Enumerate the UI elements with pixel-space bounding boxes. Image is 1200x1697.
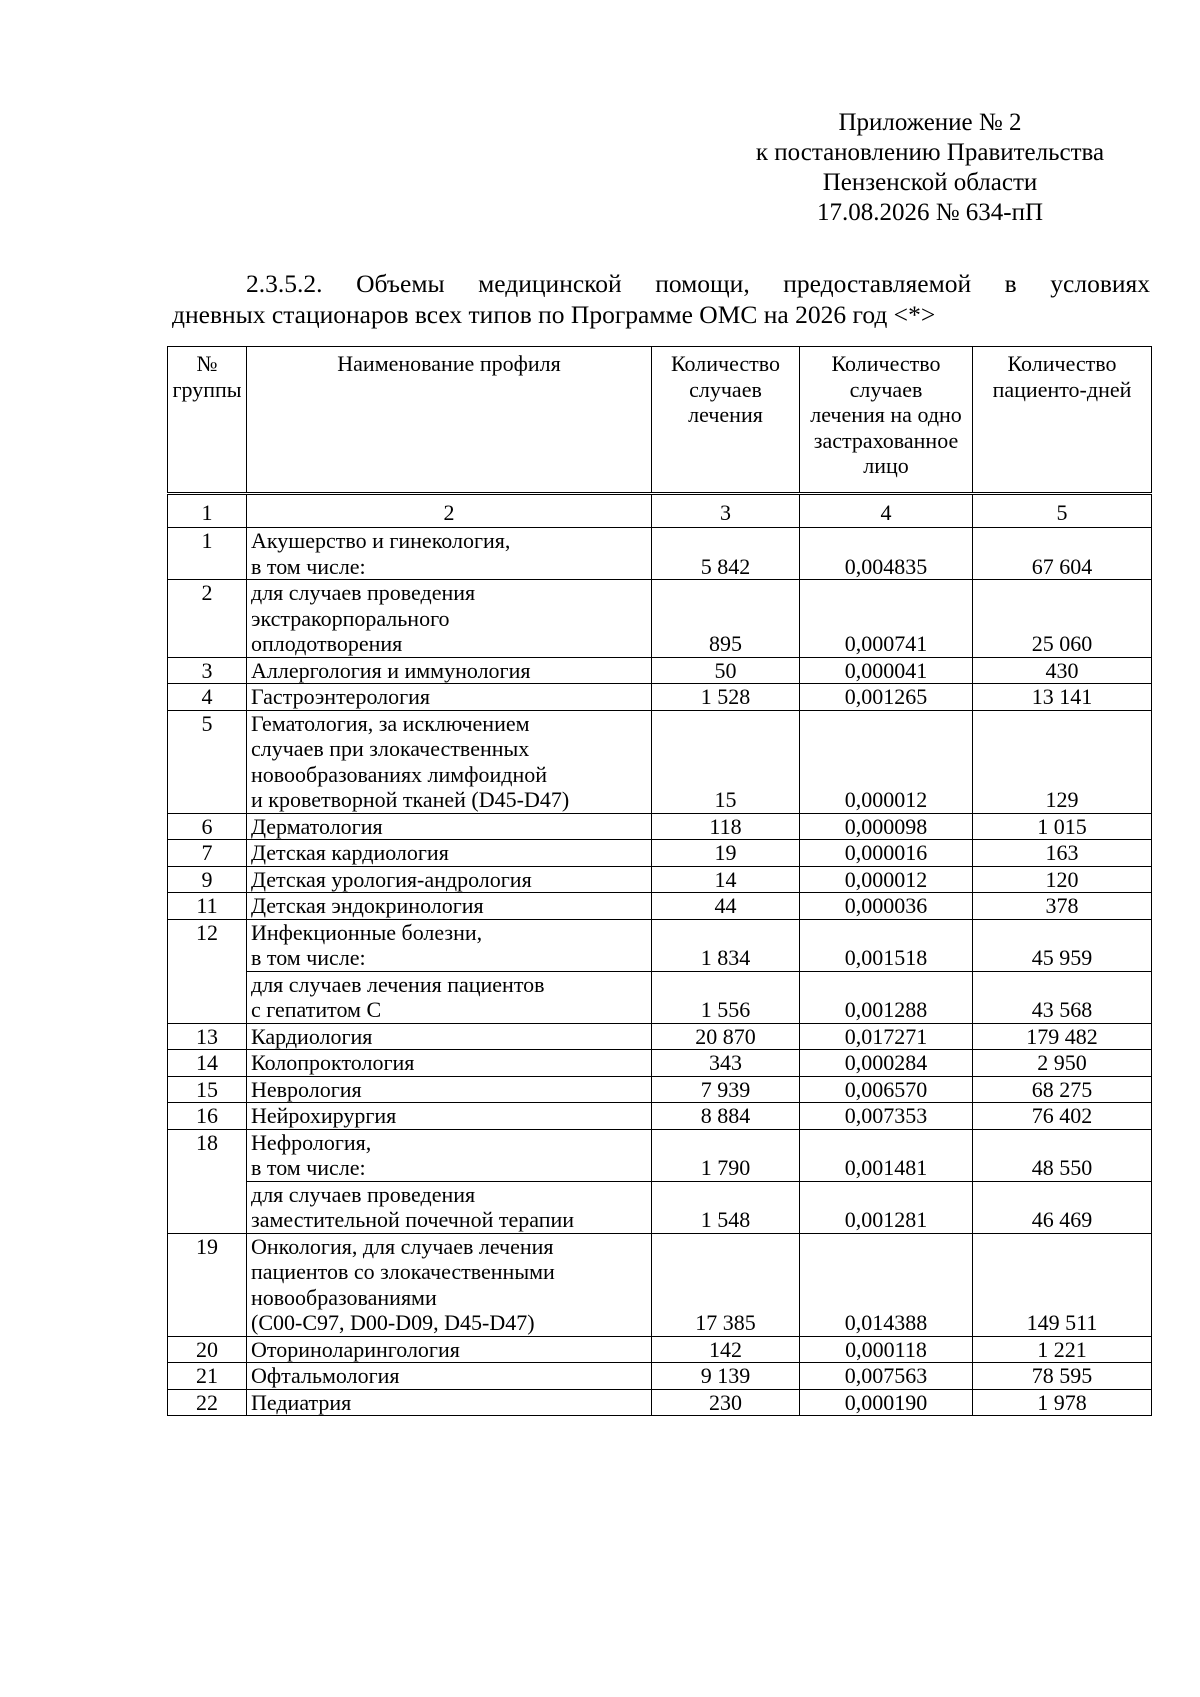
cases-cell: 1 548: [652, 1181, 800, 1233]
profile-name-line: Аллергология и иммунология: [251, 657, 531, 683]
group-number-cell: 6: [168, 813, 247, 840]
table-row: [168, 1129, 1152, 1181]
cases-per-insured-cell: 0,000012: [800, 710, 973, 813]
profile-name-line: пациентов со злокачественными: [251, 1259, 555, 1284]
group-number-cell: 2: [168, 580, 247, 658]
group-number-cell: 13: [168, 1023, 247, 1050]
patient-days-cell: 78 595: [973, 1363, 1152, 1390]
cases-per-insured-cell: 0,000098: [800, 813, 973, 840]
column-number: 3: [652, 494, 800, 528]
profile-name-line: Оториноларингология: [251, 1336, 460, 1362]
table-row: [168, 813, 1152, 840]
profile-name-cell: [247, 840, 652, 867]
header-cases: [652, 347, 800, 494]
header-line: случаев: [849, 376, 923, 402]
profile-name-line: Акушерство и гинекология,: [251, 528, 511, 553]
profile-name-line: для случаев проведения: [251, 1181, 476, 1207]
header-line: группы: [172, 376, 242, 402]
table-row: [168, 528, 1152, 580]
patient-days-cell: 1 015: [973, 813, 1152, 840]
cases-cell: 118: [652, 813, 800, 840]
profile-name-cell: [247, 1076, 652, 1103]
table-row: [168, 1389, 1152, 1416]
profile-name-line: новообразованиями: [251, 1284, 437, 1310]
header-line: лечения: [688, 402, 763, 427]
cases-cell: 5 842: [652, 528, 800, 580]
column-numbers-row: [168, 494, 1152, 528]
patient-days-cell: 163: [973, 840, 1152, 867]
profile-name-line: с гепатитом C: [251, 997, 382, 1022]
profile-name-cell: [247, 528, 652, 580]
profile-name-cell: [247, 1233, 652, 1336]
header-line: лечения на одно: [810, 402, 962, 427]
section-heading-line-2: дневных стационаров всех типов по Программе ОМС на 2026 год <*>: [172, 300, 936, 329]
cases-cell: 19: [652, 840, 800, 867]
table-row: [168, 840, 1152, 867]
profile-name-line: экстракорпорального: [251, 605, 450, 631]
header-profile-name: [247, 347, 652, 494]
column-number: 5: [973, 494, 1152, 528]
cases-per-insured-cell: 0,014388: [800, 1233, 973, 1336]
cases-cell: 7 939: [652, 1076, 800, 1103]
cases-per-insured-cell: 0,000036: [800, 893, 973, 920]
table-row: [168, 971, 1152, 1023]
patient-days-cell: 179 482: [973, 1023, 1152, 1050]
profile-name-line: в том числе:: [251, 945, 366, 970]
cases-per-insured-cell: 0,007353: [800, 1103, 973, 1130]
cases-cell: 15: [652, 710, 800, 813]
cases-cell: 1 556: [652, 971, 800, 1023]
group-number-cell: 21: [168, 1363, 247, 1390]
patient-days-cell: 76 402: [973, 1103, 1152, 1130]
cases-cell: 20 870: [652, 1023, 800, 1050]
header-line: лицо: [863, 453, 909, 478]
profile-name-cell: [247, 919, 652, 971]
profile-name-cell: [247, 1389, 652, 1416]
profile-name-line: Педиатрия: [251, 1389, 352, 1415]
table-row: [168, 1103, 1152, 1130]
profile-name-line: в том числе:: [251, 553, 366, 579]
patient-days-cell: 13 141: [973, 684, 1152, 711]
patient-days-cell: 1 221: [973, 1336, 1152, 1363]
profile-name-line: новообразованиях лимфоидной: [251, 761, 548, 787]
group-number-cell: 7: [168, 840, 247, 867]
profile-name-cell: [247, 813, 652, 840]
table-row: [168, 684, 1152, 711]
cases-per-insured-cell: 0,001265: [800, 684, 973, 711]
table-body: [168, 528, 1152, 1416]
cases-cell: 895: [652, 580, 800, 658]
profile-name-line: Инфекционные болезни,: [251, 919, 483, 945]
cases-per-insured-cell: 0,001281: [800, 1181, 973, 1233]
cases-cell: 1 790: [652, 1129, 800, 1181]
section-heading-line-1: 2.3.5.2. Объемы медицинской помощи, предоставляемой в условиях: [246, 269, 1150, 298]
approval-line-decree: к постановлению Правительства: [755, 139, 1105, 166]
patient-days-cell: 120: [973, 866, 1152, 893]
patient-days-cell: 46 469: [973, 1181, 1152, 1233]
group-number-cell: 15: [168, 1076, 247, 1103]
profile-name-line: для случаев проведения: [251, 580, 476, 605]
table-row: [168, 1336, 1152, 1363]
cases-per-insured-cell: 0,004835: [800, 528, 973, 580]
header-line: Количество: [670, 351, 781, 376]
group-number-cell: 3: [168, 657, 247, 684]
table-header-row: [168, 347, 1152, 494]
table-row: [168, 1023, 1152, 1050]
profile-name-line: Колопроктология: [251, 1050, 415, 1075]
profile-name-line: Неврология: [251, 1076, 362, 1102]
cases-per-insured-cell: 0,006570: [800, 1076, 973, 1103]
profile-name-cell: [247, 1103, 652, 1130]
approval-stamp: [720, 108, 1140, 228]
group-number-cell: 9: [168, 866, 247, 893]
header-line: Наименование профиля: [337, 351, 561, 376]
group-number-cell: 1: [168, 528, 247, 580]
profile-name-line: Гематология, за исключением: [251, 710, 530, 736]
profile-name-cell: [247, 710, 652, 813]
profile-name-line: для случаев лечения пациентов: [251, 971, 545, 997]
patient-days-cell: 149 511: [973, 1233, 1152, 1336]
column-number: 4: [800, 494, 973, 528]
patient-days-cell: 1 978: [973, 1389, 1152, 1416]
patient-days-cell: 67 604: [973, 528, 1152, 580]
table-row: [168, 919, 1152, 971]
profile-name-line: заместительной почечной терапии: [251, 1207, 575, 1232]
profile-name-line: Нейрохирургия: [251, 1103, 397, 1128]
header-line: пациенто-дней: [992, 376, 1132, 402]
cases-per-insured-cell: 0,000012: [800, 866, 973, 893]
profile-name-line: в том числе:: [251, 1155, 366, 1180]
cases-per-insured-cell: 0,000284: [800, 1050, 973, 1077]
table-row: [168, 866, 1152, 893]
patient-days-cell: 2 950: [973, 1050, 1152, 1077]
profile-name-cell: [247, 1023, 652, 1050]
table-row: [168, 1076, 1152, 1103]
profile-name-cell: [247, 657, 652, 684]
profile-name-line: Детская эндокринология: [251, 893, 484, 918]
header-line: Количество: [831, 351, 941, 376]
patient-days-cell: 43 568: [973, 971, 1152, 1023]
header-line: Количество: [1007, 351, 1117, 376]
cases-cell: 1 528: [652, 684, 800, 711]
cases-cell: 50: [652, 657, 800, 684]
cases-cell: 230: [652, 1389, 800, 1416]
group-number-cell: 14: [168, 1050, 247, 1077]
volumes-table: [167, 346, 1152, 1416]
approval-line-date-number: 17.08.2026 № 634-пП: [816, 199, 1044, 226]
profile-name-cell: [247, 1336, 652, 1363]
cases-cell: 142: [652, 1336, 800, 1363]
patient-days-cell: 430: [973, 657, 1152, 684]
table-row: [168, 1363, 1152, 1390]
profile-name-line: Гастроэнтерология: [251, 684, 431, 709]
cases-cell: 17 385: [652, 1233, 800, 1336]
patient-days-cell: 25 060: [973, 580, 1152, 658]
patient-days-cell: 378: [973, 893, 1152, 920]
profile-name-cell: [247, 580, 652, 658]
table-row: [168, 1050, 1152, 1077]
table-row: [168, 893, 1152, 920]
profile-name-line: (C00-C97, D00-D09, D45-D47): [251, 1310, 535, 1335]
profile-name-line: Детская кардиология: [251, 840, 449, 865]
profile-name-cell: [247, 1050, 652, 1077]
profile-name-cell: [247, 1129, 652, 1181]
patient-days-cell: 68 275: [973, 1076, 1152, 1103]
cases-per-insured-cell: 0,017271: [800, 1023, 973, 1050]
profile-name-cell: [247, 1181, 652, 1233]
profile-name-cell: [247, 1363, 652, 1390]
cases-cell: 9 139: [652, 1363, 800, 1390]
cases-cell: 1 834: [652, 919, 800, 971]
column-number: 1: [168, 494, 247, 528]
approval-line-region: Пензенской области: [822, 169, 1038, 196]
cases-per-insured-cell: 0,000041: [800, 657, 973, 684]
cases-per-insured-cell: 0,001288: [800, 971, 973, 1023]
profile-name-cell: [247, 971, 652, 1023]
cases-per-insured-cell: 0,000118: [800, 1336, 973, 1363]
table-row: [168, 657, 1152, 684]
table-row: [168, 1181, 1152, 1233]
header-line: №: [196, 351, 218, 376]
section-heading: [172, 268, 1150, 330]
cases-per-insured-cell: 0,000016: [800, 840, 973, 867]
patient-days-cell: 129: [973, 710, 1152, 813]
group-number-cell: 18: [168, 1129, 247, 1233]
group-number-cell: 20: [168, 1336, 247, 1363]
patient-days-cell: 45 959: [973, 919, 1152, 971]
cases-per-insured-cell: 0,001518: [800, 919, 973, 971]
profile-name-line: Нефрология,: [251, 1129, 372, 1155]
cases-per-insured-cell: 0,001481: [800, 1129, 973, 1181]
profile-name-cell: [247, 866, 652, 893]
header-cases-per-insured: [800, 347, 973, 494]
profile-name-line: случаев при злокачественных: [251, 736, 530, 761]
profile-name-line: Онкология, для случаев лечения: [251, 1233, 554, 1259]
profile-name-line: оплодотворения: [251, 631, 403, 656]
group-number-cell: 11: [168, 893, 247, 920]
header-patient-days: [973, 347, 1152, 494]
cases-per-insured-cell: 0,000190: [800, 1389, 973, 1416]
cases-cell: 44: [652, 893, 800, 920]
group-number-cell: 12: [168, 919, 247, 1023]
group-number-cell: 16: [168, 1103, 247, 1130]
group-number-cell: 19: [168, 1233, 247, 1336]
profile-name-line: Офтальмология: [251, 1363, 400, 1388]
header-group-number: [168, 347, 247, 494]
cases-per-insured-cell: 0,000741: [800, 580, 973, 658]
profile-name-line: Кардиология: [251, 1023, 373, 1049]
table-row: [168, 580, 1152, 658]
header-line: случаев: [689, 376, 762, 402]
profile-name-line: Дерматология: [251, 813, 383, 839]
header-line: застрахованное: [813, 427, 959, 453]
group-number-cell: 22: [168, 1389, 247, 1416]
column-number: 2: [247, 494, 652, 528]
cases-cell: 14: [652, 866, 800, 893]
profile-name-line: и кроветворной тканей (D45-D47): [251, 787, 570, 812]
profile-name-cell: [247, 684, 652, 711]
cases-cell: 343: [652, 1050, 800, 1077]
approval-line-appendix: Приложение № 2: [838, 109, 1022, 136]
table-row: [168, 710, 1152, 813]
group-number-cell: 5: [168, 710, 247, 813]
cases-cell: 8 884: [652, 1103, 800, 1130]
table-row: [168, 1233, 1152, 1336]
profile-name-line: Детская урология-андрология: [251, 866, 532, 892]
profile-name-cell: [247, 893, 652, 920]
cases-per-insured-cell: 0,007563: [800, 1363, 973, 1390]
patient-days-cell: 48 550: [973, 1129, 1152, 1181]
group-number-cell: 4: [168, 684, 247, 711]
